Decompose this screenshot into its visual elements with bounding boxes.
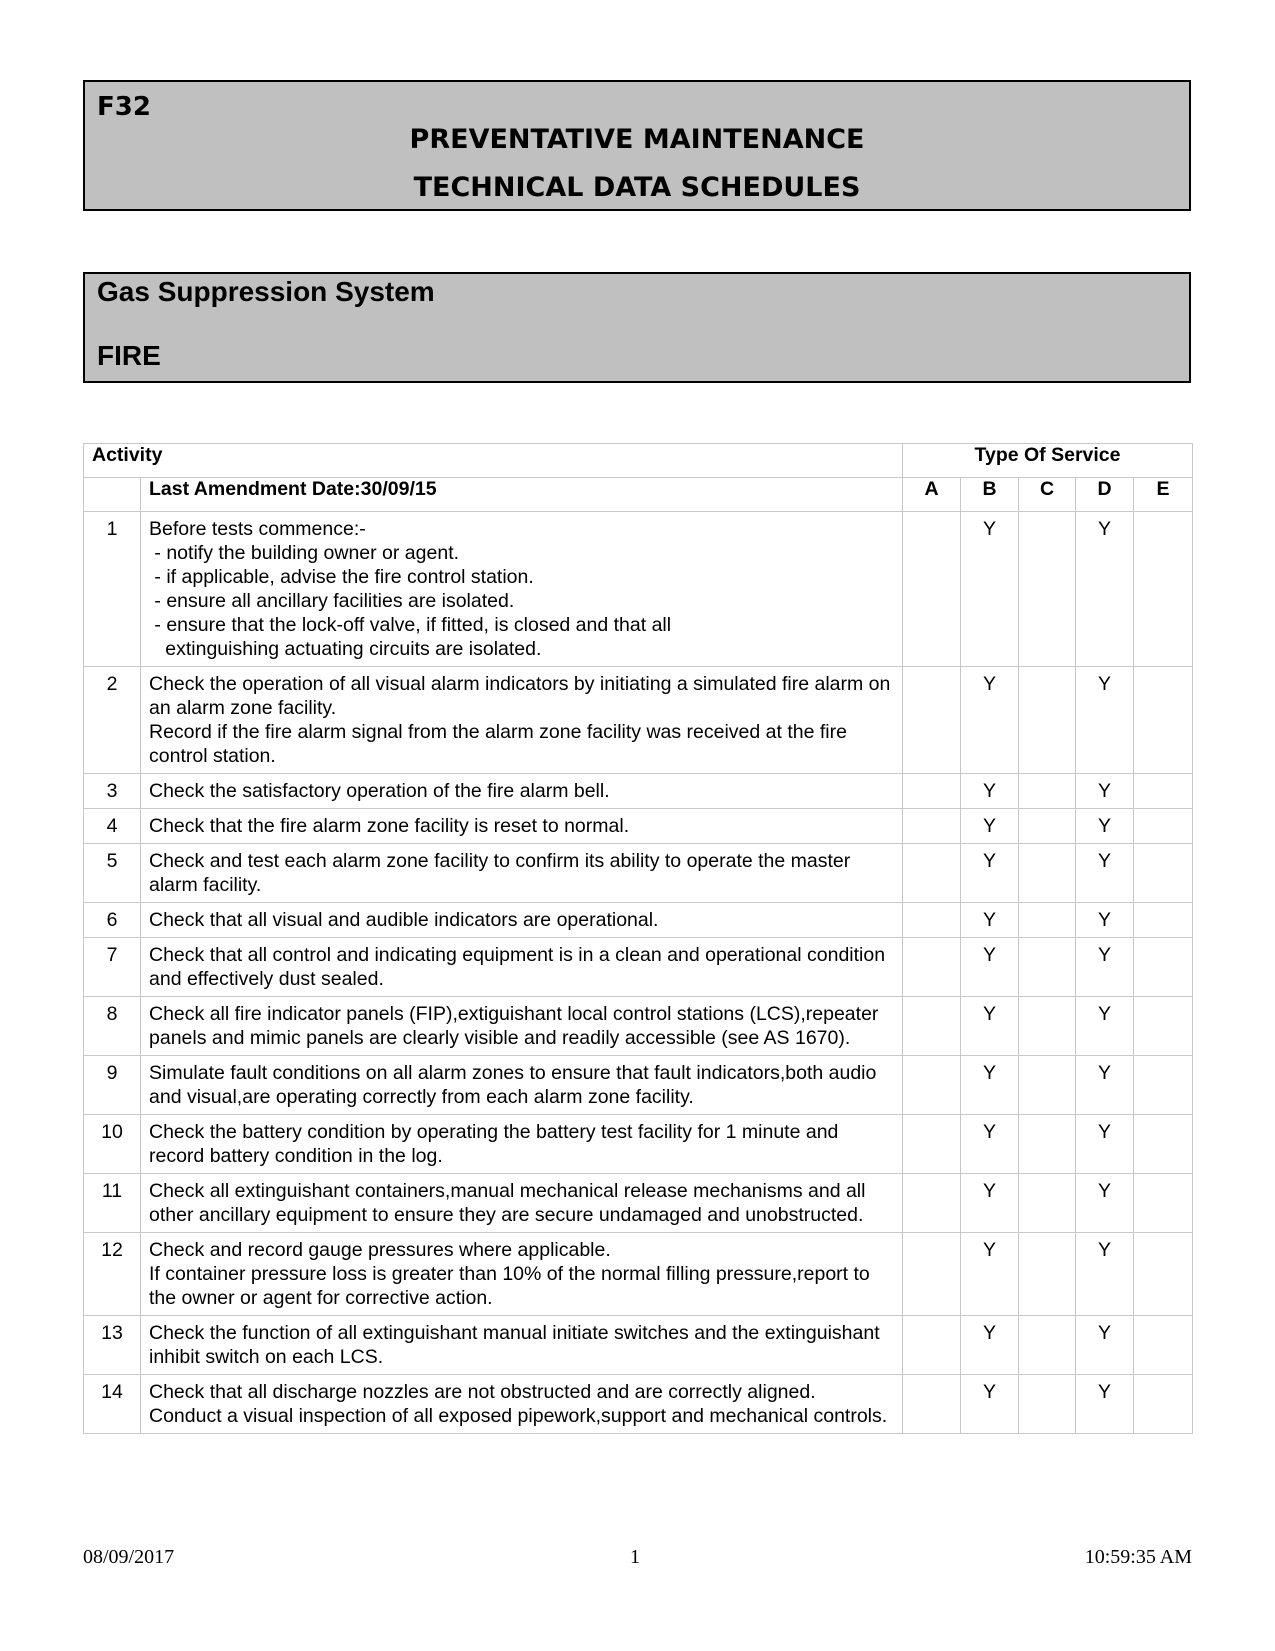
service-mark-d: Y [1076,903,1134,938]
service-mark-d: Y [1076,1375,1134,1434]
service-mark-c [1019,844,1076,903]
service-mark-d: Y [1076,1233,1134,1316]
service-type-a: A [903,478,961,512]
service-type-c: C [1019,478,1076,512]
activity-number: 6 [84,903,141,938]
activity-description: Check that all discharge nozzles are not obstructed and are correctly aligned. Conduct a visual inspection of all exposed pipework,support and mechanical controls. [141,1375,903,1434]
service-mark-d: Y [1076,512,1134,667]
activity-description: Check the operation of all visual alarm indicators by initiating a simulated fire alarm on an alarm zone facility. Record if the fire alarm signal from the alarm zone facility was received at the fire control station. [141,667,903,774]
service-mark-e [1134,903,1193,938]
service-mark-d: Y [1076,938,1134,997]
activity-description: Check that all control and indicating equipment is in a clean and operational condition and effectively dust sealed. [141,938,903,997]
activity-number: 8 [84,997,141,1056]
service-mark-b: Y [961,809,1019,844]
service-mark-b: Y [961,903,1019,938]
activity-description: Simulate fault conditions on all alarm zones to ensure that fault indicators,both audio and visual,are operating correctly from each alarm zone facility. [141,1056,903,1115]
activity-number: 9 [84,1056,141,1115]
service-mark-b: Y [961,512,1019,667]
activity-number: 10 [84,1115,141,1174]
system-name: Gas Suppression System [97,276,435,307]
activity-description: Check that the fire alarm zone facility is reset to normal. [141,809,903,844]
service-mark-a [903,997,961,1056]
service-mark-c [1019,903,1076,938]
activity-description: Check all extinguishant containers,manual mechanical release mechanisms and all other ancillary equipment to ensure they are secure undamaged and unobstructed. [141,1174,903,1233]
blank-cell [84,478,141,512]
footer-date: 08/09/2017 [83,1546,175,1568]
service-mark-c [1019,1174,1076,1233]
table-row [84,1056,1193,1115]
service-mark-a [903,1056,961,1115]
service-mark-d: Y [1076,809,1134,844]
service-mark-c [1019,997,1076,1056]
service-mark-b: Y [961,667,1019,774]
table-row [84,809,1193,844]
service-mark-d: Y [1076,1174,1134,1233]
service-mark-a [903,1115,961,1174]
service-mark-e [1134,512,1193,667]
service-mark-b: Y [961,1115,1019,1174]
activity-number: 11 [84,1174,141,1233]
table-row [84,1233,1193,1316]
service-mark-c [1019,809,1076,844]
activity-description: Check the function of all extinguishant manual initiate switches and the extinguishant inhibit switch on each LCS. [141,1316,903,1375]
service-mark-d: Y [1076,844,1134,903]
service-mark-b: Y [961,844,1019,903]
service-mark-c [1019,938,1076,997]
service-mark-c [1019,1375,1076,1434]
service-mark-c [1019,1056,1076,1115]
service-mark-a [903,1233,961,1316]
footer-time: 10:59:35 AM [1084,1546,1192,1568]
activity-number: 5 [84,844,141,903]
service-mark-a [903,1375,961,1434]
service-mark-e [1134,938,1193,997]
table-row [84,774,1193,809]
service-mark-a [903,774,961,809]
service-mark-c [1019,1115,1076,1174]
service-mark-d: Y [1076,1056,1134,1115]
service-mark-d: Y [1076,1316,1134,1375]
service-mark-b: Y [961,774,1019,809]
service-mark-e [1134,844,1193,903]
activity-number: 4 [84,809,141,844]
service-mark-e [1134,1316,1193,1375]
service-mark-e [1134,1233,1193,1316]
service-mark-e [1134,997,1193,1056]
activity-number: 2 [84,667,141,774]
service-mark-a [903,938,961,997]
service-mark-c [1019,667,1076,774]
activity-number: 13 [84,1316,141,1375]
service-mark-e [1134,1115,1193,1174]
service-mark-e [1134,774,1193,809]
footer-page-number: 1 [630,1546,640,1568]
service-mark-d: Y [1076,997,1134,1056]
table-row [84,1316,1193,1375]
activity-description: Check that all visual and audible indicators are operational. [141,903,903,938]
activity-number: 7 [84,938,141,997]
table-row [84,512,1193,667]
service-mark-a [903,844,961,903]
service-mark-b: Y [961,938,1019,997]
last-amendment-date: Last Amendment Date:30/09/15 [141,478,903,512]
service-type-d: D [1076,478,1134,512]
activity-number: 1 [84,512,141,667]
table-row [84,667,1193,774]
activity-description: Check the battery condition by operating the battery test facility for 1 minute and record battery condition in the log. [141,1115,903,1174]
activity-description: Check all fire indicator panels (FIP),extiguishant local control stations (LCS),repeater panels and mimic panels are clearly visible and readily accessible (see AS 1670). [141,997,903,1056]
activity-number: 3 [84,774,141,809]
service-mark-a [903,512,961,667]
service-mark-e [1134,809,1193,844]
maintenance-schedule-table [83,443,1193,1434]
type-of-service-header: Type Of Service [903,444,1193,478]
service-mark-d: Y [1076,1115,1134,1174]
service-mark-a [903,1316,961,1375]
service-mark-c [1019,774,1076,809]
service-mark-e [1134,667,1193,774]
service-mark-e [1134,1174,1193,1233]
service-mark-b: Y [961,1316,1019,1375]
document-title-line-2: TECHNICAL DATA SCHEDULES [413,172,861,203]
activity-number: 12 [84,1233,141,1316]
form-header [83,80,1191,211]
table-row [84,1115,1193,1174]
activity-description: Check and record gauge pressures where applicable. If container pressure loss is greater than 10% of the normal filling pressure,report to the owner or agent for corrective action. [141,1233,903,1316]
table-row [84,997,1193,1056]
system-header [83,272,1191,383]
table-row [84,1375,1193,1434]
service-mark-b: Y [961,1056,1019,1115]
table-row [84,844,1193,903]
form-code: F32 [97,92,151,122]
service-mark-d: Y [1076,667,1134,774]
service-mark-e [1134,1056,1193,1115]
service-type-e: E [1134,478,1193,512]
table-row [84,903,1193,938]
activity-description: Check and test each alarm zone facility to confirm its ability to operate the master alarm facility. [141,844,903,903]
service-mark-c [1019,1316,1076,1375]
service-mark-e [1134,1375,1193,1434]
service-mark-d: Y [1076,774,1134,809]
activity-description: Check the satisfactory operation of the fire alarm bell. [141,774,903,809]
system-category: FIRE [97,340,161,371]
service-mark-a [903,667,961,774]
service-type-b: B [961,478,1019,512]
service-mark-b: Y [961,1375,1019,1434]
activity-description: Before tests commence:- - notify the building owner or agent. - if applicable, advise the fire control station. - ensure all ancillary facilities are isolated. - ensure that the lock-off valve, if fitted, is closed and that all extinguishing actuating circuits are isolated. [141,512,903,667]
document-title-line-1: PREVENTATIVE MAINTENANCE [409,124,865,155]
activity-header: Activity [84,444,903,478]
service-mark-a [903,809,961,844]
service-mark-b: Y [961,997,1019,1056]
table-row [84,938,1193,997]
service-mark-a [903,903,961,938]
service-mark-c [1019,1233,1076,1316]
activity-number: 14 [84,1375,141,1434]
service-mark-b: Y [961,1233,1019,1316]
service-mark-b: Y [961,1174,1019,1233]
service-mark-c [1019,512,1076,667]
table-row [84,1174,1193,1233]
service-mark-a [903,1174,961,1233]
table-header-row [84,444,1193,478]
table-subheader-row [84,478,1193,512]
